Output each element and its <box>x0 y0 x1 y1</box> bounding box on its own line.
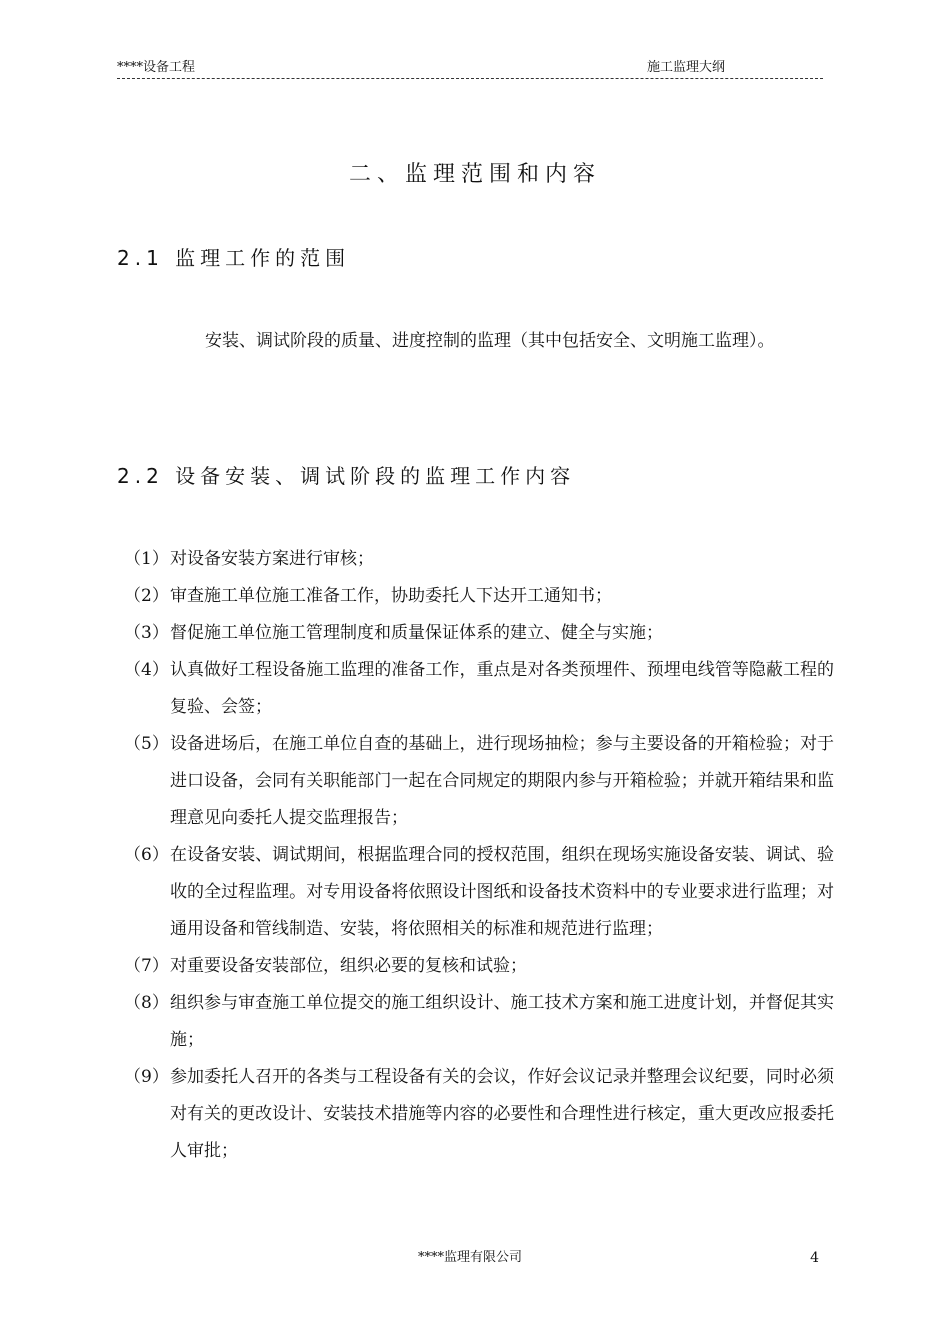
header-document-title: 施工监理大纲 <box>647 60 726 75</box>
list-item-number: （9） <box>124 1067 169 1087</box>
work-content-list <box>124 541 834 1170</box>
list-item-number: （8） <box>124 993 169 1013</box>
list-item-number: （7） <box>124 956 169 976</box>
list-item <box>124 615 834 652</box>
header-project-name: ****设备工程 <box>117 60 196 75</box>
list-item-text: 设备进场后，在施工单位自查的基础上，进行现场抽检；参与主要设备的开箱检验；对于进口设备，会同有关职能部门一起在合同规定的期限内参与开箱检验；并就开箱结果和监理意见向委托人提交监理报告； <box>170 734 834 828</box>
list-item <box>124 948 834 985</box>
list-item-text: 对设备安装方案进行审核； <box>170 549 374 569</box>
list-item-number: （1） <box>124 549 169 569</box>
list-item <box>124 985 834 1059</box>
list-item <box>124 541 834 578</box>
list-item-number: （4） <box>124 660 169 680</box>
list-item-text: 对重要设备安装部位，组织必要的复核和试验； <box>170 956 527 976</box>
page-number: 4 <box>810 1250 819 1266</box>
footer-company-name: ****监理有限公司 <box>417 1250 522 1265</box>
page-header <box>117 60 823 79</box>
list-item <box>124 578 834 615</box>
list-item-text: 参加委托人召开的各类与工程设备有关的会议，作好会议记录并整理会议纪要，同时必须对有关的更改设计、安装技术措施等内容的必要性和合理性进行核定，重大更改应报委托人审批； <box>170 1067 834 1161</box>
list-item-text: 在设备安装、调试期间，根据监理合同的授权范围，组织在现场实施设备安装、调试、验收的全过程监理。对专用设备将依照设计图纸和设备技术资料中的专业要求进行监理；对通用设备和管线制造、安装，将依照相关的标准和规范进行监理； <box>170 845 834 939</box>
scope-paragraph: 安装、调试阶段的质量、进度控制的监理（其中包括安全、文明施工监理）。 <box>205 331 775 351</box>
list-item <box>124 837 834 948</box>
section-title-scope: 2.1 监理工作的范围 <box>117 246 351 270</box>
list-item <box>124 1059 834 1170</box>
list-item-text: 组织参与审查施工单位提交的施工组织设计、施工技术方案和施工进度计划，并督促其实施； <box>170 993 834 1050</box>
list-item <box>124 726 834 837</box>
list-item-text: 认真做好工程设备施工监理的准备工作，重点是对各类预埋件、预埋电线管等隐蔽工程的复验、会签； <box>170 660 834 717</box>
list-item-text: 督促施工单位施工管理制度和质量保证体系的建立、健全与实施； <box>170 623 663 643</box>
list-item-number: （6） <box>124 845 169 865</box>
list-item-number: （5） <box>124 734 169 754</box>
page-footer <box>117 1249 823 1269</box>
list-item-number: （2） <box>124 586 169 606</box>
section-title-work-content: 2.2 设备安装、调试阶段的监理工作内容 <box>117 464 576 488</box>
list-item-text: 审查施工单位施工准备工作，协助委托人下达开工通知书； <box>170 586 612 606</box>
list-item <box>124 652 834 726</box>
list-item-number: （3） <box>124 623 169 643</box>
chapter-title: 二、监理范围和内容 <box>348 162 601 187</box>
